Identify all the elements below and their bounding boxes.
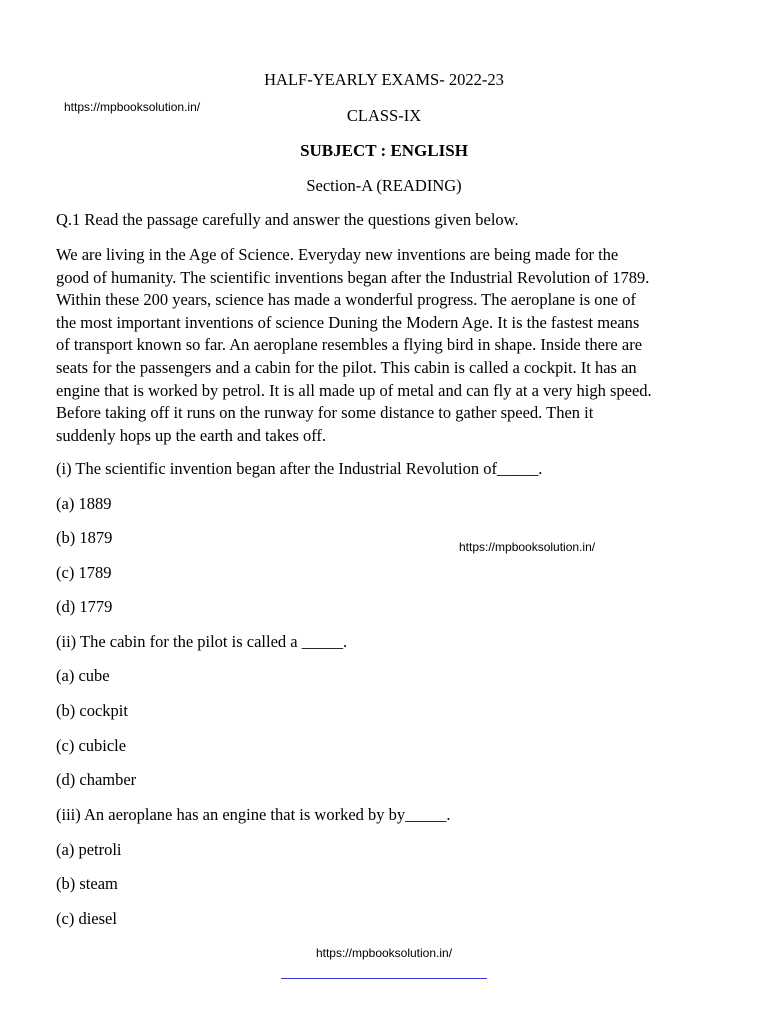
question-2-option-d: (d) chamber xyxy=(56,770,137,789)
passage-line: Before taking off it runs on the runway for some distance to gather speed. Then it xyxy=(56,403,594,423)
question-3-text: (iii) An aeroplane has an engine that is worked by by_____. xyxy=(56,805,451,824)
watermark-link-bottom[interactable]: https://mpbooksolution.in/ xyxy=(315,946,453,960)
question-1-text: (i) The scientific invention began after the Industrial Revolution of_____. xyxy=(56,459,543,478)
passage-line: the most important inventions of science Duning the Modern Age. It is the fastest means xyxy=(56,312,640,332)
watermark-link-middle[interactable]: https://mpbooksolution.in/ xyxy=(459,540,596,554)
question-3-option-a: (a) petroli xyxy=(56,840,122,859)
section-heading: Section-A (READING) xyxy=(306,176,462,195)
question-1-option-b: (b) 1879 xyxy=(56,528,113,547)
passage-line: We are living in the Age of Science. Everyday new inventions are being made for the xyxy=(56,245,619,264)
watermark-link-top[interactable]: https://mpbooksolution.in/ xyxy=(64,100,201,114)
question-1-option-c: (c) 1789 xyxy=(56,563,112,582)
question-prompt: Q.1 Read the passage carefully and answer the questions given below. xyxy=(56,210,519,229)
question-2-option-b: (b) cockpit xyxy=(56,701,128,720)
class-label: CLASS-IX xyxy=(346,106,422,125)
footer-divider xyxy=(281,978,487,979)
passage-line: good of humanity. The scientific inventions began after the Industrial Revolution of 1789. xyxy=(56,267,650,287)
passage-line: seats for the passengers and a cabin for the pilot. This cabin is called a cockpit. It has an xyxy=(56,357,637,377)
exam-title: HALF-YEARLY EXAMS- 2022-23 xyxy=(264,70,504,89)
subject-heading: SUBJECT : ENGLISH xyxy=(300,141,468,160)
passage-line: engine that is worked by petrol. It is all made up of metal and can fly at a very high speed. xyxy=(56,380,652,400)
passage-line: suddenly hops up the earth and takes off. xyxy=(56,425,327,445)
question-2-option-c: (c) cubicle xyxy=(56,736,127,755)
question-3-option-c: (c) diesel xyxy=(56,909,117,928)
passage-line: Within these 200 years, science has made a wonderful progress. The aeroplane is one of xyxy=(56,290,636,310)
question-3-option-b: (b) steam xyxy=(56,874,118,893)
question-1-option-d: (d) 1779 xyxy=(56,597,113,616)
question-1-option-a: (a) 1889 xyxy=(56,494,112,513)
reading-passage xyxy=(56,244,716,447)
question-2-text: (ii) The cabin for the pilot is called a _____. xyxy=(56,632,348,651)
passage-line: of transport known so far. An aeroplane resembles a flying bird in shape. Inside there are xyxy=(56,335,643,355)
question-2-option-a: (a) cube xyxy=(56,666,110,685)
